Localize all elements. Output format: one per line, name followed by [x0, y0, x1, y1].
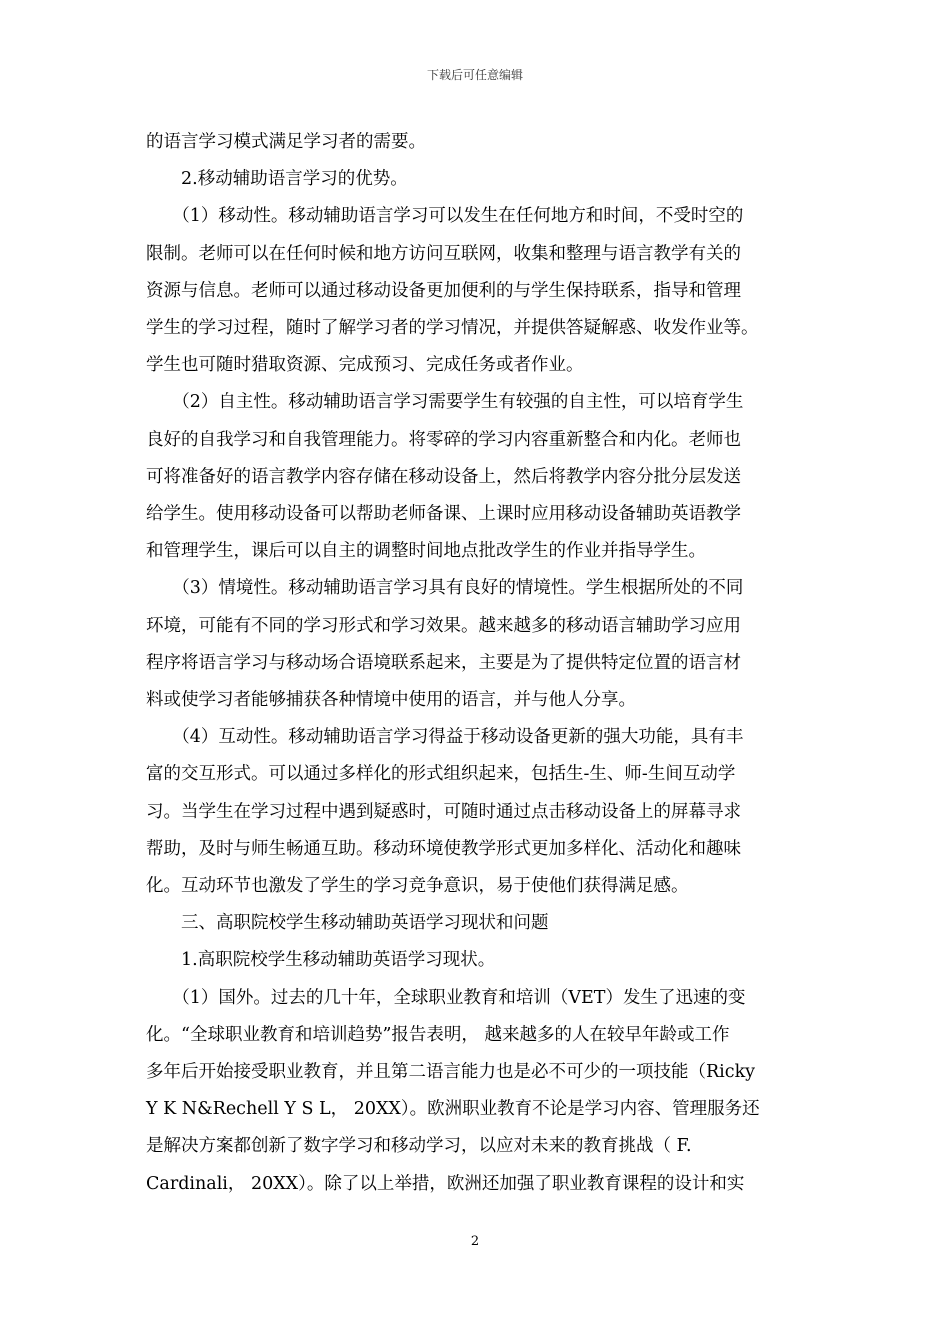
- text-line: 和管理学生，课后可以自主的调整时间地点批改学生的作业并指导学生。: [146, 541, 706, 562]
- text-line: 学生的学习过程，随时了解学习者的学习情况，并提供答疑解惑、收发作业等。: [146, 318, 759, 339]
- text-line: 2.移动辅助语言学习的优势。: [146, 169, 408, 190]
- text-line: 学生也可随时猎取资源、完成预习、完成任务或者作业。: [146, 355, 584, 376]
- text-line: 化。“全球职业教育和培训趋势”报告表明， 越来越多的人在较早年龄或工作: [146, 1024, 730, 1045]
- text-line: 环境，可能有不同的学习形式和学习效果。越来越多的移动语言辅助学习应用: [146, 615, 741, 636]
- text-line: 习。当学生在学习过程中遇到疑惑时，可随时通过点击移动设备上的屏幕寻求: [146, 801, 741, 822]
- text-line: 富的交互形式。可以通过多样化的形式组织起来，包括生-生、师-生间互动学: [146, 764, 736, 785]
- text-line: 帮助，及时与师生畅通互助。移动环境使教学形式更加多样化、活动化和趣味: [146, 838, 741, 859]
- text-line: （1）国外。过去的几十年，全球职业教育和培训（VET）发生了迅速的变: [146, 987, 746, 1008]
- text-line: 化。互动环节也激发了学生的学习竞争意识，易于使他们获得满足感。: [146, 876, 689, 897]
- page-number: 2: [470, 1234, 480, 1249]
- text-line: 可将准备好的语言教学内容存储在移动设备上，然后将教学内容分批分层发送: [146, 466, 741, 487]
- text-line: Y K N&Rechell Y S L， 20XX）。欧洲职业教育不论是学习内容、管理服务还: [146, 1099, 760, 1120]
- text-line: （3）情境性。移动辅助语言学习具有良好的情境性。学生根据所处的不同: [146, 578, 744, 599]
- text-line: 多年后开始接受职业教育，并且第二语言能力也是必不可少的一项技能（Ricky: [146, 1062, 756, 1083]
- text-line: （1）移动性。移动辅助语言学习可以发生在任何地方和时间，不受时空的: [146, 206, 744, 227]
- text-line: 三、高职院校学生移动辅助英语学习现状和问题: [146, 913, 549, 934]
- text-line: 良好的自我学习和自我管理能力。将零碎的学习内容重新整合和内化。老师也: [146, 429, 741, 450]
- text-line: 程序将语言学习与移动场合语境联系起来，主要是为了提供特定位置的语言材: [146, 652, 741, 673]
- page-header: 下载后可任意编辑: [426, 68, 523, 82]
- text-line: Cardinali， 20XX）。除了以上举措，欧洲还加强了职业教育课程的设计和实: [146, 1173, 745, 1194]
- text-line: 限制。老师可以在任何时候和地方访问互联网，收集和整理与语言教学有关的: [146, 243, 741, 264]
- text-line: 料或使学习者能够捕获各种情境中使用的语言，并与他人分享。: [146, 690, 636, 711]
- text-line: 是解决方案都创新了数字学习和移动学习，以应对未来的教育挑战（ F.: [146, 1136, 692, 1157]
- text-line: 1.高职院校学生移动辅助英语学习现状。: [146, 950, 496, 971]
- text-line: （2）自主性。移动辅助语言学习需要学生有较强的自主性，可以培育学生: [146, 392, 744, 413]
- document-body: [146, 124, 806, 1203]
- text-line: （4）互动性。移动辅助语言学习得益于移动设备更新的强大功能，具有丰: [146, 727, 744, 748]
- text-line: 给学生。使用移动设备可以帮助老师备课、上课时应用移动设备辅助英语教学: [146, 504, 741, 525]
- text-line: 的语言学习模式满足学习者的需要。: [146, 132, 426, 152]
- text-line: 资源与信息。老师可以通过移动设备更加便利的与学生保持联系，指导和管理: [146, 280, 741, 301]
